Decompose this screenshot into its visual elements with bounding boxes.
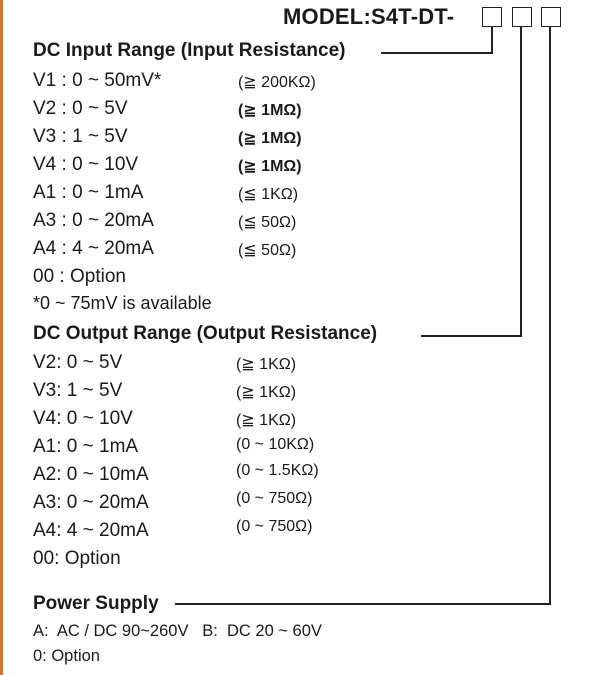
input-row-code: V4 : 0 ~ 10V: [33, 154, 139, 175]
output-heading: DC Output Range (Output Resistance): [33, 323, 378, 344]
output-row-resistance: (≧ 1KΩ): [236, 384, 297, 401]
output-option: 00: Option: [33, 548, 121, 569]
model-code-box-output[interactable]: [512, 7, 532, 27]
model-title: MODEL:S4T-DT-: [283, 4, 455, 29]
connector-power-vertical: [549, 27, 551, 604]
output-row-resistance: (0 ~ 10KΩ): [236, 436, 315, 453]
output-row-code: V4: 0 ~ 10V: [33, 408, 133, 429]
output-row-resistance: (0 ~ 1.5KΩ): [236, 462, 319, 479]
input-row-resistance: (≦ 1KΩ): [238, 186, 299, 203]
model-code-box-input[interactable]: [482, 7, 502, 27]
model-code-box-power[interactable]: [541, 7, 561, 27]
input-row-resistance: (≧ 1MΩ): [238, 158, 302, 175]
output-row-code: A3: 0 ~ 20mA: [33, 492, 149, 513]
output-row-resistance: (0 ~ 750Ω): [236, 490, 313, 507]
power-option-line: 0: Option: [33, 647, 100, 665]
input-row-resistance: (≦ 50Ω): [238, 242, 297, 259]
power-options-line: A: AC / DC 90~260V B: DC 20 ~ 60V: [33, 622, 322, 640]
input-heading: DC Input Range (Input Resistance): [33, 40, 346, 61]
power-heading: Power Supply: [33, 593, 159, 614]
input-row-code: A3 : 0 ~ 20mA: [33, 210, 154, 231]
input-row-resistance: (≧ 1MΩ): [238, 102, 302, 119]
output-row-code: A2: 0 ~ 10mA: [33, 464, 149, 485]
input-row-resistance: (≧ 1MΩ): [238, 130, 302, 147]
output-row-resistance: (0 ~ 750Ω): [236, 518, 313, 535]
input-row-resistance: (≧ 200KΩ): [238, 74, 316, 91]
output-row-code: V2: 0 ~ 5V: [33, 352, 123, 373]
output-row-resistance: (≧ 1KΩ): [236, 412, 297, 429]
connector-output-vertical: [520, 27, 522, 336]
output-row-resistance: (≧ 1KΩ): [236, 356, 297, 373]
connector-power-horizontal: [175, 603, 551, 605]
input-row-code: V1 : 0 ~ 50mV*: [33, 70, 162, 91]
output-row-code: A1: 0 ~ 1mA: [33, 436, 139, 457]
connector-input-vertical: [491, 27, 493, 53]
input-note: *0 ~ 75mV is available: [33, 293, 212, 313]
input-row-code: V2 : 0 ~ 5V: [33, 98, 128, 119]
input-row-code: V3 : 1 ~ 5V: [33, 126, 128, 147]
connector-input-horizontal: [381, 52, 493, 54]
input-row-resistance: (≦ 50Ω): [238, 214, 297, 231]
connector-output-horizontal: [421, 335, 522, 337]
input-row-code: A4 : 4 ~ 20mA: [33, 238, 154, 259]
left-accent-bar: [0, 0, 3, 675]
output-row-code: A4: 4 ~ 20mA: [33, 520, 149, 541]
input-row-code: A1 : 0 ~ 1mA: [33, 182, 144, 203]
output-row-code: V3: 1 ~ 5V: [33, 380, 123, 401]
input-option: 00 : Option: [33, 266, 126, 287]
